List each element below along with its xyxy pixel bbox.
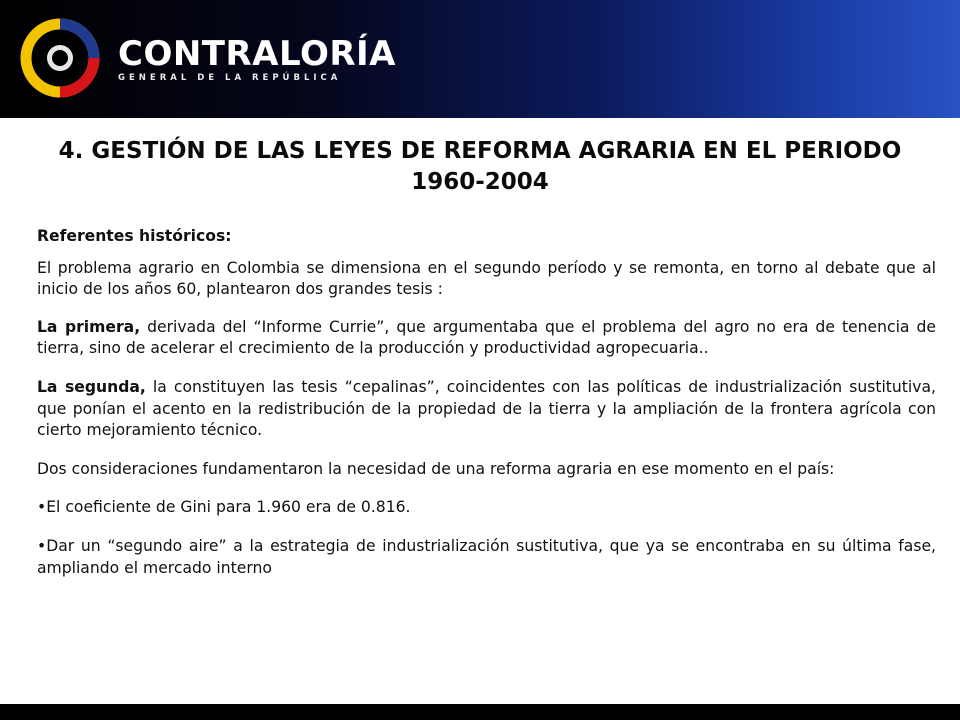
bullet-item: •Dar un “segundo aire” a la estrategia de industrialización sustitutiva, que ya se encontraba en su última fase, ampliando el mercado interno: [37, 536, 936, 577]
second-thesis-text: la constituyen las tesis “cepalinas”, coincidentes con las políticas de industrialización sustitutiva, que ponían el acento en la redistribución de la propiedad de la tierra y la ampliación de la frontera agrícola con cierto mejoramiento técnico.: [37, 377, 936, 440]
brand-subtitle: GENERAL DE LA REPÚBLICA: [118, 73, 342, 83]
considerations-paragraph: Dos consideraciones fundamentaron la necesidad de una reforma agraria en ese momento en el país:: [37, 459, 835, 478]
first-thesis-label: La primera,: [37, 317, 141, 336]
slide-body: [37, 226, 936, 579]
second-thesis-label: La segunda,: [37, 377, 146, 396]
header-banner: [0, 0, 960, 118]
first-thesis-text: derivada del “Informe Currie”, que argumentaba que el problema del agro no era de tenencia de tierra, sino de acelerar el crecimiento de la producción y productividad agropecuaria..: [37, 317, 936, 358]
brand: [118, 36, 396, 83]
intro-paragraph: El problema agrario en Colombia se dimensiona en el segundo período y se remonta, en torno al debate que al inicio de los años 60, plantearon dos grandes tesis :: [37, 258, 936, 299]
second-thesis-paragraph: [37, 377, 936, 442]
brand-name: CONTRALORÍA: [118, 34, 396, 74]
slide-title: 4. GESTIÓN DE LAS LEYES DE REFORMA AGRARIA EN EL PERIODO 1960-2004: [58, 138, 902, 195]
first-thesis-paragraph: [37, 317, 936, 360]
bullet-item: •El coeficiente de Gini para 1.960 era de 0.816.: [37, 498, 411, 517]
contraloria-logo-icon: [20, 18, 100, 98]
section-heading: Referentes históricos:: [37, 227, 232, 245]
footer-bar: [0, 704, 960, 720]
